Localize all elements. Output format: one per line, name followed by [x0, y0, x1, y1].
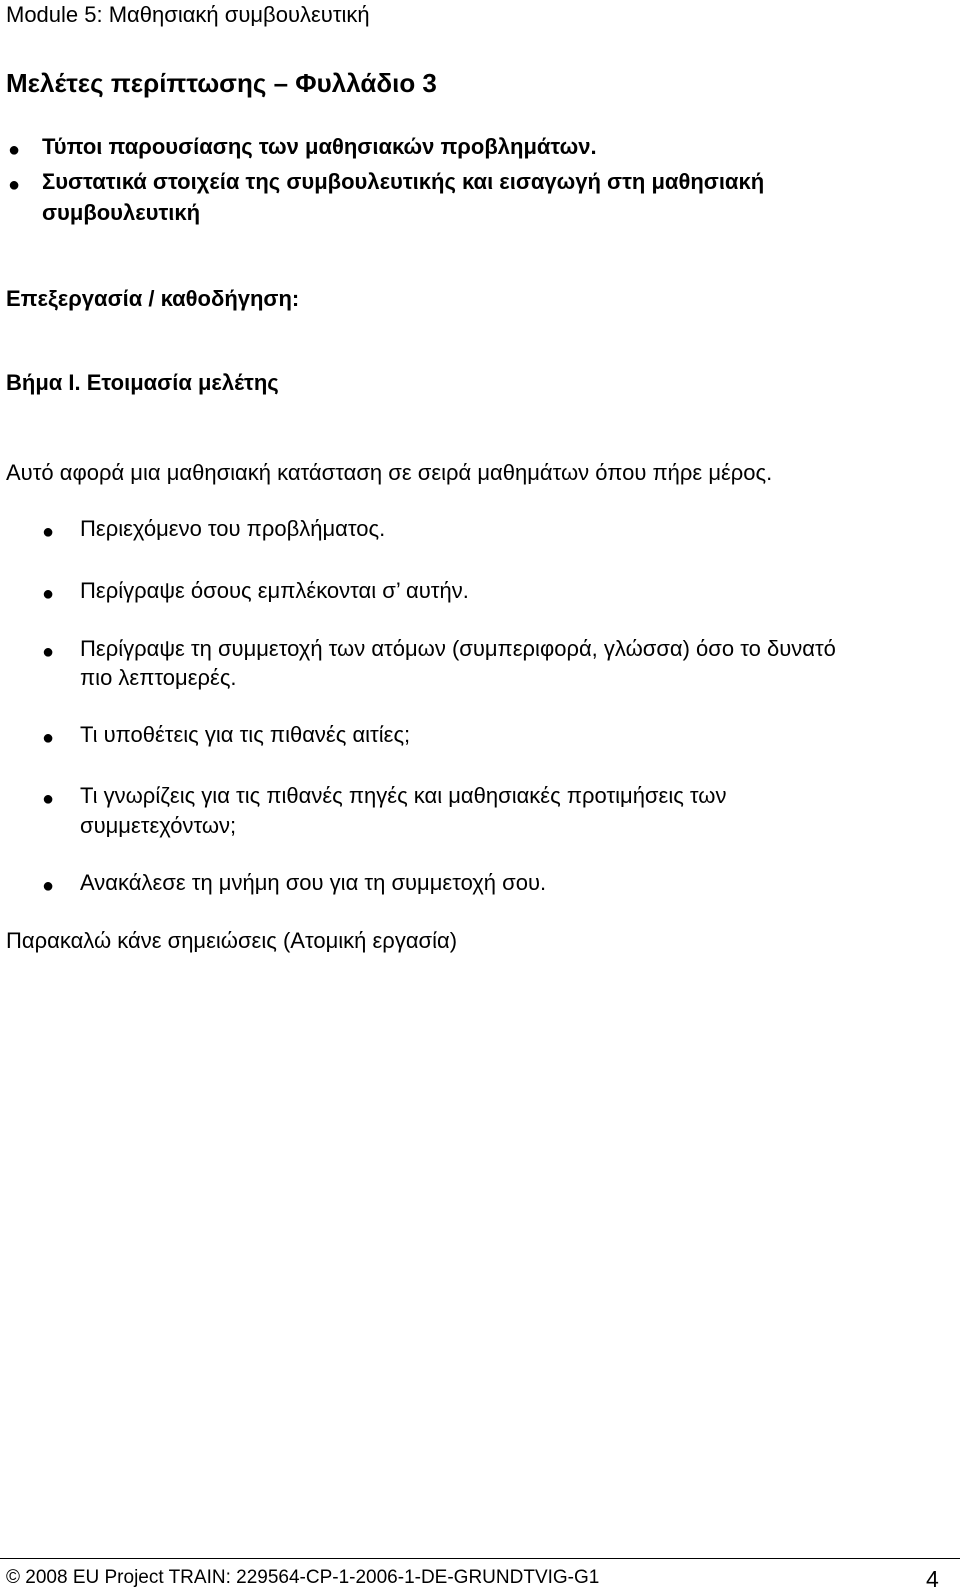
intro-paragraph: Αυτό αφορά μια μαθησιακή κατάσταση σε σειρά μαθημάτων όπου πήρε μέρος. [6, 460, 773, 485]
question-item: Τι υποθέτεις για τις πιθανές αιτίες; [80, 722, 411, 747]
footer-divider [0, 1558, 960, 1559]
step-heading: Βήμα Ι. Ετοιμασία μελέτης [6, 370, 279, 395]
topic-item: Συστατικά στοιχεία της συμβουλευτικής και εισαγωγή στη μαθησιακή [42, 169, 765, 194]
bullet-icon: ● [42, 583, 55, 605]
module-header: Module 5: Μαθησιακή συμβουλευτική [6, 2, 370, 27]
question-item: Τι γνωρίζεις για τις πιθανές πηγές και μαθησιακές προτιμήσεις των [80, 783, 727, 808]
footer-copyright [6, 1567, 599, 1589]
topic-item-continuation: συμβουλευτική [42, 200, 201, 225]
bullet-icon: ● [8, 174, 21, 196]
bullet-icon: ● [42, 875, 55, 897]
question-item: Περιεχόμενο του προβλήματος. [80, 516, 386, 541]
topic-item: Τύποι παρουσίασης των μαθησιακών προβλημάτων. [42, 134, 597, 159]
bullet-icon: ● [42, 727, 55, 749]
copyright-icon: © [6, 1567, 20, 1588]
footer-project-text: 2008 EU Project TRAIN: 229564-CP-1-2006-1-DE-GRUNDTVIG-G1 [25, 1567, 600, 1588]
page-number: 4 [926, 1566, 939, 1592]
bullet-icon: ● [42, 521, 55, 543]
closing-instruction: Παρακαλώ κάνε σημειώσεις (Ατομική εργασία) [6, 928, 458, 953]
processing-heading: Επεξεργασία / καθοδήγηση: [6, 286, 300, 311]
question-item: Περίγραψε όσους εμπλέκονται σ’ αυτήν. [80, 578, 469, 603]
question-item-continuation: συμμετεχόντων; [80, 813, 237, 838]
bullet-icon: ● [42, 788, 55, 810]
page-title: Μελέτες περίπτωσης – Φυλλάδιο 3 [6, 68, 437, 98]
question-item: Περίγραψε τη συμμετοχή των ατόμων (συμπεριφορά, γλώσσα) όσο το δυνατό [80, 636, 836, 661]
question-item: Ανακάλεσε τη μνήμη σου για τη συμμετοχή σου. [80, 870, 547, 895]
question-item-continuation: πιο λεπτομερές. [80, 665, 237, 690]
bullet-icon: ● [8, 139, 21, 161]
bullet-icon: ● [42, 641, 55, 663]
